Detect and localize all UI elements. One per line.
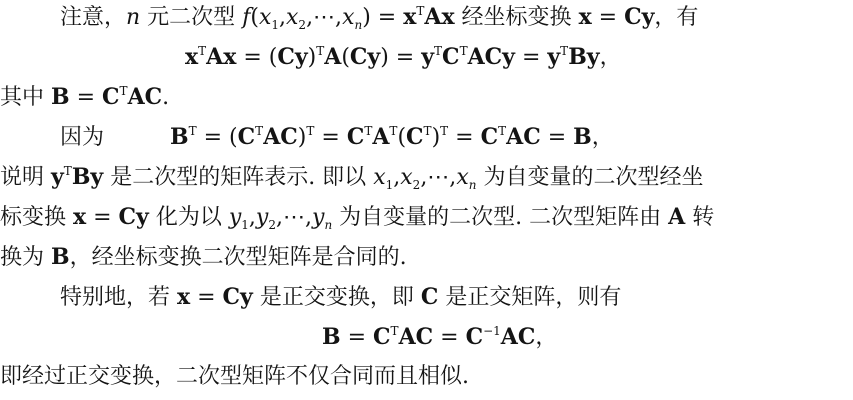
text-line-4: 因为 $B^T = (C^TAC)^T = C^TA^T(C^T)^T = C^TAC = B$， [60, 124, 614, 150]
equation-line-2: $B = C^TAC = C^{-1}AC$， [322, 324, 558, 350]
text-line-10: 即经过正交变换，二次型矩阵不仅合同而且相似. [0, 364, 469, 389]
text-line-3: 其中 $B = C^TAC$. [0, 84, 170, 110]
text-line-6: 标变换 x = Cy 化为以 $y_1,y_2,\cdots,y_n$ 为自变量的二次型. 二次型矩阵由 A 转 [0, 204, 715, 232]
text-line-8: 特别地，若 x = Cy 是正交变换，即 C 是正交矩阵，则有 [60, 284, 622, 310]
text-line-1: 注意，n 元二次型 $f(x_1,x_2,\cdots,x_n) = x^TAx$ 经坐标变换 x = Cy，有 [60, 4, 699, 32]
equation-line-1: $x^TAx = (Cy)^TA(Cy) = y^TC^TACy = y^TBy$， [185, 44, 622, 70]
text-line-5: 说明 $y^TBy$ 是二次型的矩阵表示. 即以 $x_1,x_2,\cdots,x_n$ 为自变量的二次型经坐 [0, 164, 704, 192]
text-line-7: 换为 B，经坐标变换二次型矩阵是合同的. [0, 244, 407, 270]
